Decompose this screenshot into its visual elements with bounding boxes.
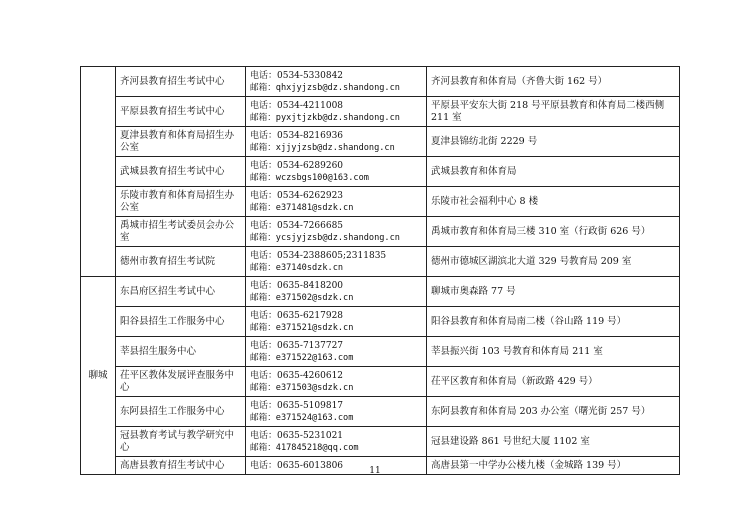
organization-name: 冠县教育考试与教学研究中心	[120, 429, 235, 453]
organization-cell	[116, 157, 246, 187]
contact-table	[80, 66, 680, 475]
email-text: 邮箱：e371502@sdzk.cn	[250, 292, 354, 303]
city-cell	[81, 67, 116, 277]
contact-cell	[246, 397, 427, 427]
phone-text: 电话：0635-6013806	[250, 460, 344, 471]
table-row	[81, 127, 680, 157]
phone-text: 电话：0534-6262923	[250, 190, 344, 201]
address-cell	[427, 277, 680, 307]
contact-cell	[246, 97, 427, 127]
address-text: 阳谷县教育和体育局南二楼（谷山路 119 号）	[431, 315, 627, 327]
email-text: 邮箱：417845218@qq.com	[250, 442, 359, 453]
contact-cell	[246, 157, 427, 187]
table-row	[81, 187, 680, 217]
table-row	[81, 97, 680, 127]
organization-name: 茌平区教体发展评查服务中心	[120, 369, 235, 393]
phone-text: 电话：0534-2388605;2311835	[250, 250, 387, 261]
address-cell	[427, 367, 680, 397]
contact-cell	[246, 187, 427, 217]
organization-name: 武城县教育招生考试中心	[120, 165, 225, 177]
address-text: 东阿县教育和体育局 203 办公室（曙光街 257 号）	[431, 405, 651, 417]
email-text: 邮箱：qhxjyjzsb@dz.shandong.cn	[250, 82, 400, 93]
table-row	[81, 67, 680, 97]
address-cell	[427, 67, 680, 97]
organization-name: 高唐县教育招生考试中心	[120, 459, 225, 471]
organization-name: 莘县招生服务中心	[120, 345, 197, 357]
address-cell	[427, 217, 680, 247]
organization-name: 平原县教育招生考试中心	[120, 105, 225, 117]
contact-cell	[246, 307, 427, 337]
city-cell: 聊城	[81, 277, 116, 475]
table-row	[81, 277, 680, 307]
organization-cell	[116, 367, 246, 397]
contact-cell	[246, 127, 427, 157]
phone-text: 电话：0635-7137727	[250, 340, 344, 351]
address-cell	[427, 307, 680, 337]
organization-name: 夏津县教育和体育局招生办公室	[120, 129, 235, 153]
address-cell	[427, 247, 680, 277]
address-text: 德州市德城区湖滨北大道 329 号教育局 209 室	[431, 255, 632, 267]
organization-name: 禹城市招生考试委员会办公室	[120, 219, 235, 243]
address-text: 冠县建设路 861 号世纪大厦 1102 室	[431, 435, 590, 447]
email-text: 邮箱：e371522@163.com	[250, 352, 354, 363]
organization-cell	[116, 127, 246, 157]
email-text: 邮箱：wczsbgs100@163.com	[250, 172, 369, 183]
contact-cell	[246, 217, 427, 247]
table-row	[81, 247, 680, 277]
table-row	[81, 307, 680, 337]
address-cell	[427, 337, 680, 367]
address-text: 聊城市奥森路 77 号	[431, 285, 516, 297]
address-text: 禹城市教育和体育局三楼 310 室（行政街 626 号）	[431, 225, 651, 237]
phone-text: 电话：0635-6217928	[250, 310, 344, 321]
organization-cell	[116, 97, 246, 127]
email-text: 邮箱：e371503@sdzk.cn	[250, 382, 354, 393]
phone-text: 电话：0534-6289260	[250, 160, 344, 171]
organization-name: 东阿县招生工作服务中心	[120, 405, 225, 417]
contact-table-body	[81, 67, 680, 475]
table-row	[81, 157, 680, 187]
phone-text: 电话：0534-7266685	[250, 220, 344, 231]
organization-cell	[116, 427, 246, 457]
address-cell	[427, 427, 680, 457]
organization-name: 德州市教育招生考试院	[120, 255, 216, 267]
contact-cell	[246, 427, 427, 457]
address-text: 高唐县第一中学办公楼九楼（金城路 139 号）	[431, 459, 627, 471]
table-row	[81, 397, 680, 427]
email-text: 邮箱：pyxjtjzkb@dz.shandong.cn	[250, 112, 400, 123]
organization-cell	[116, 67, 246, 97]
phone-text: 电话：0534-8216936	[250, 130, 344, 141]
address-text: 武城县教育和体育局	[431, 165, 517, 177]
organization-name: 齐河县教育招生考试中心	[120, 75, 225, 87]
address-cell	[427, 397, 680, 427]
organization-cell	[116, 337, 246, 367]
email-text: 邮箱：xjjyjzsb@dz.shandong.cn	[250, 142, 395, 153]
contact-cell	[246, 247, 427, 277]
organization-name: 阳谷县招生工作服务中心	[120, 315, 225, 327]
organization-cell	[116, 397, 246, 427]
table-row	[81, 337, 680, 367]
phone-text: 电话：0534-5330842	[250, 70, 344, 81]
phone-text: 电话：0635-8418200	[250, 280, 344, 291]
organization-cell	[116, 187, 246, 217]
address-cell	[427, 187, 680, 217]
address-text: 夏津县锦纺北街 2229 号	[431, 135, 538, 147]
email-text: 邮箱：e37140sdzk.cn	[250, 262, 344, 273]
phone-text: 电话：0635-5231021	[250, 430, 344, 441]
organization-cell	[116, 247, 246, 277]
address-cell	[427, 97, 680, 127]
email-text: 邮箱：e371481@sdzk.cn	[250, 202, 354, 213]
organization-cell	[116, 307, 246, 337]
contact-cell	[246, 277, 427, 307]
email-text: 邮箱：e371521@sdzk.cn	[250, 322, 354, 333]
address-cell	[427, 157, 680, 187]
address-text: 齐河县教育和体育局（齐鲁大街 162 号）	[431, 75, 608, 87]
address-text: 莘县振兴街 103 号教育和体育局 211 室	[431, 345, 603, 357]
contact-cell	[246, 337, 427, 367]
phone-text: 电话：0635-4260612	[250, 370, 344, 381]
email-text: 邮箱：e371524@163.com	[250, 412, 354, 423]
address-text: 乐陵市社会福利中心 8 楼	[431, 195, 539, 207]
phone-text: 电话：0534-4211008	[250, 100, 344, 111]
organization-name: 乐陵市教育和体育局招生办公室	[120, 189, 235, 213]
address-text: 茌平区教育和体育局（新政路 429 号）	[431, 375, 598, 387]
email-text: 邮箱：ycsjyjzsb@dz.shandong.cn	[250, 232, 400, 243]
table-row	[81, 427, 680, 457]
organization-cell	[116, 277, 246, 307]
contact-cell	[246, 67, 427, 97]
organization-name: 东昌府区招生考试中心	[120, 285, 216, 297]
contact-cell	[246, 367, 427, 397]
address-cell	[427, 127, 680, 157]
address-text: 平原县平安东大街 218 号平原县教育和体育局二楼西侧 211 室	[431, 99, 665, 123]
organization-cell	[116, 217, 246, 247]
phone-text: 电话：0635-5109817	[250, 400, 344, 411]
table-row	[81, 367, 680, 397]
table-row	[81, 217, 680, 247]
page-number: 11	[369, 466, 381, 476]
